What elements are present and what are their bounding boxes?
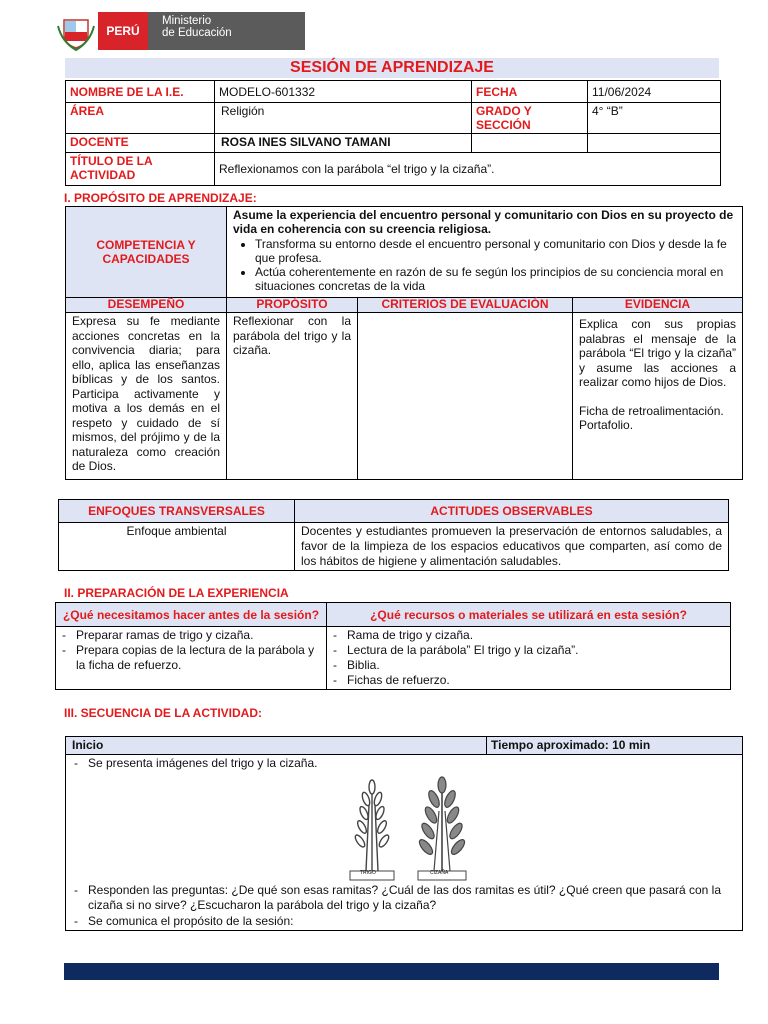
section-2-heading: II. PREPARACIÓN DE LA EXPERIENCIA	[64, 586, 289, 600]
list-item: - Se comunica el propósito de la sesión:	[72, 914, 738, 930]
trigo-icon	[354, 780, 391, 871]
list-item: - Rama de trigo y cizaña.	[331, 628, 726, 643]
col-antes: ¿Qué necesitamos hacer antes de la sesión?	[56, 603, 327, 627]
inicio-content	[66, 755, 743, 931]
enfoque-value: Enfoque ambiental	[59, 523, 295, 571]
antes-list	[60, 628, 322, 673]
evidencia-cell	[573, 313, 743, 480]
area-label: ÁREA	[66, 103, 215, 134]
titulo-value: Reflexionamos con la parábola “el trigo y la cizaña”.	[215, 153, 721, 186]
list-item: - Lectura de la parábola” El trigo y la cizaña”.	[331, 643, 726, 658]
trigo-caption: TRIGO	[360, 869, 376, 876]
page-title-bar	[65, 58, 719, 78]
col-criterios: CRITERIOS DE EVALUACIÓN	[358, 298, 573, 313]
list-item: • Actúa coherentemente en razón de su fe según los principios de su conciencia moral en situaciones concretas de la vida	[255, 265, 738, 293]
list-item: - Responden las preguntas: ¿De qué son esas ramitas? ¿Cuál de las dos ramitas es útil? ¿Qué creen que pasará con la cizaña si no sirve? ¿Escucharon la parábola del trigo y la cizaña?	[72, 883, 738, 914]
section-3-heading: III. SECUENCIA DE LA ACTIVIDAD:	[64, 706, 263, 720]
evidencia-text: Explica con sus propias palabras el mensaje de la parábola “El trigo y la cizaña” y asume las acciones a realizar como hijos de Dios.	[579, 317, 736, 389]
col-enfoques: ENFOQUES TRANSVERSALES	[59, 500, 295, 523]
proposito-text: Reflexionar con la parábola del trigo y la cizaña.	[227, 313, 358, 480]
inicio-steps	[70, 756, 738, 772]
info-table	[65, 80, 721, 186]
coat-of-arms-icon	[56, 12, 96, 52]
ie-value: MODELO-601332	[215, 81, 472, 103]
list-item: - Preparar ramas de trigo y cizaña.	[60, 628, 322, 643]
page-title: SESIÓN DE APRENDIZAJE	[290, 59, 494, 76]
col-evidencia: EVIDENCIA	[573, 298, 743, 313]
col-recursos: ¿Qué recursos o materiales se utilizará en esta sesión?	[327, 603, 731, 627]
enfoques-table	[58, 499, 729, 571]
list-item: - Prepara copias de la lectura de la parábola y la ficha de refuerzo.	[60, 643, 322, 673]
titulo-label: TÍTULO DE LA ACTIVIDAD	[66, 153, 215, 186]
list-item: - Biblia.	[331, 658, 726, 673]
antes-cell	[56, 627, 327, 690]
proposito-table	[65, 206, 743, 480]
list-item: - Se presenta imágenes del trigo y la cizaña.	[72, 756, 738, 772]
col-proposito: PROPÓSITO	[227, 298, 358, 313]
preparacion-table	[55, 602, 731, 690]
ministry-name: Ministerio de Educación	[162, 15, 232, 39]
docente-label: DOCENTE	[66, 134, 215, 153]
wheat-illustration	[338, 775, 478, 881]
grado-value: 4° “B”	[588, 103, 721, 134]
desempeno-text: Expresa su fe mediante acciones concretas en la convivencia diaria; para ello, aplica las enseñanzas bíblicas y de los santos. Participa activamente y motiva a los demás en el respeto y cuidado de sí mismos, del prójimo y de la naturaleza como creación de Dios.	[66, 313, 227, 480]
inicio-label: Inicio	[66, 737, 487, 755]
section-1-heading: I. PROPÓSITO DE APRENDIZAJE:	[64, 191, 257, 205]
actitud-value: Docentes y estudiantes promueven la preservación de entornos saludables, a favor de la limpieza de los espacios educativos que comparten, así como de los hábitos de higiene y alimentación saludables.	[295, 523, 729, 571]
tiempo-label: Tiempo aproximado: 10 min	[487, 737, 743, 755]
wheat-image	[70, 775, 738, 881]
area-value: Religión	[215, 103, 472, 134]
criterios-text	[358, 313, 573, 480]
inicio-steps-2	[70, 883, 738, 930]
fecha-label: FECHA	[472, 81, 588, 103]
recursos-cell	[327, 627, 731, 690]
recursos-list	[331, 628, 726, 688]
list-item: - Fichas de refuerzo.	[331, 673, 726, 688]
empty-cell	[472, 134, 588, 153]
peru-brand: PERÚ	[98, 12, 148, 50]
empty-cell	[588, 134, 721, 153]
col-desempeno: DESEMPEÑO	[66, 298, 227, 313]
competencia-text: Asume la experiencia del encuentro personal y comunitario con Dios en su proyecto de vida en coherencia con su creencia religiosa.	[233, 208, 734, 236]
list-item: • Transforma su entorno desde el encuentro personal y comunitario con Dios y desde la fe que profesa.	[255, 237, 738, 265]
docente-value: ROSA INES SILVANO TAMANI	[215, 134, 472, 153]
capacidades-list	[233, 237, 738, 293]
competencia-label: COMPETENCIA Y CAPACIDADES	[66, 207, 227, 298]
competencia-cell	[227, 207, 743, 298]
ie-label: NOMBRE DE LA I.E.	[66, 81, 215, 103]
evidencia-portafolio: Portafolio.	[579, 418, 634, 432]
grado-label: GRADO Y SECCIÓN	[472, 103, 588, 134]
fecha-value: 11/06/2024	[588, 81, 721, 103]
cizana-icon	[417, 777, 467, 871]
cizana-caption: CIZAÑA	[430, 869, 449, 876]
footer-bar	[64, 963, 719, 980]
col-actitudes: ACTITUDES OBSERVABLES	[295, 500, 729, 523]
secuencia-table	[65, 736, 743, 931]
evidencia-ficha: Ficha de retroalimentación.	[579, 403, 724, 418]
